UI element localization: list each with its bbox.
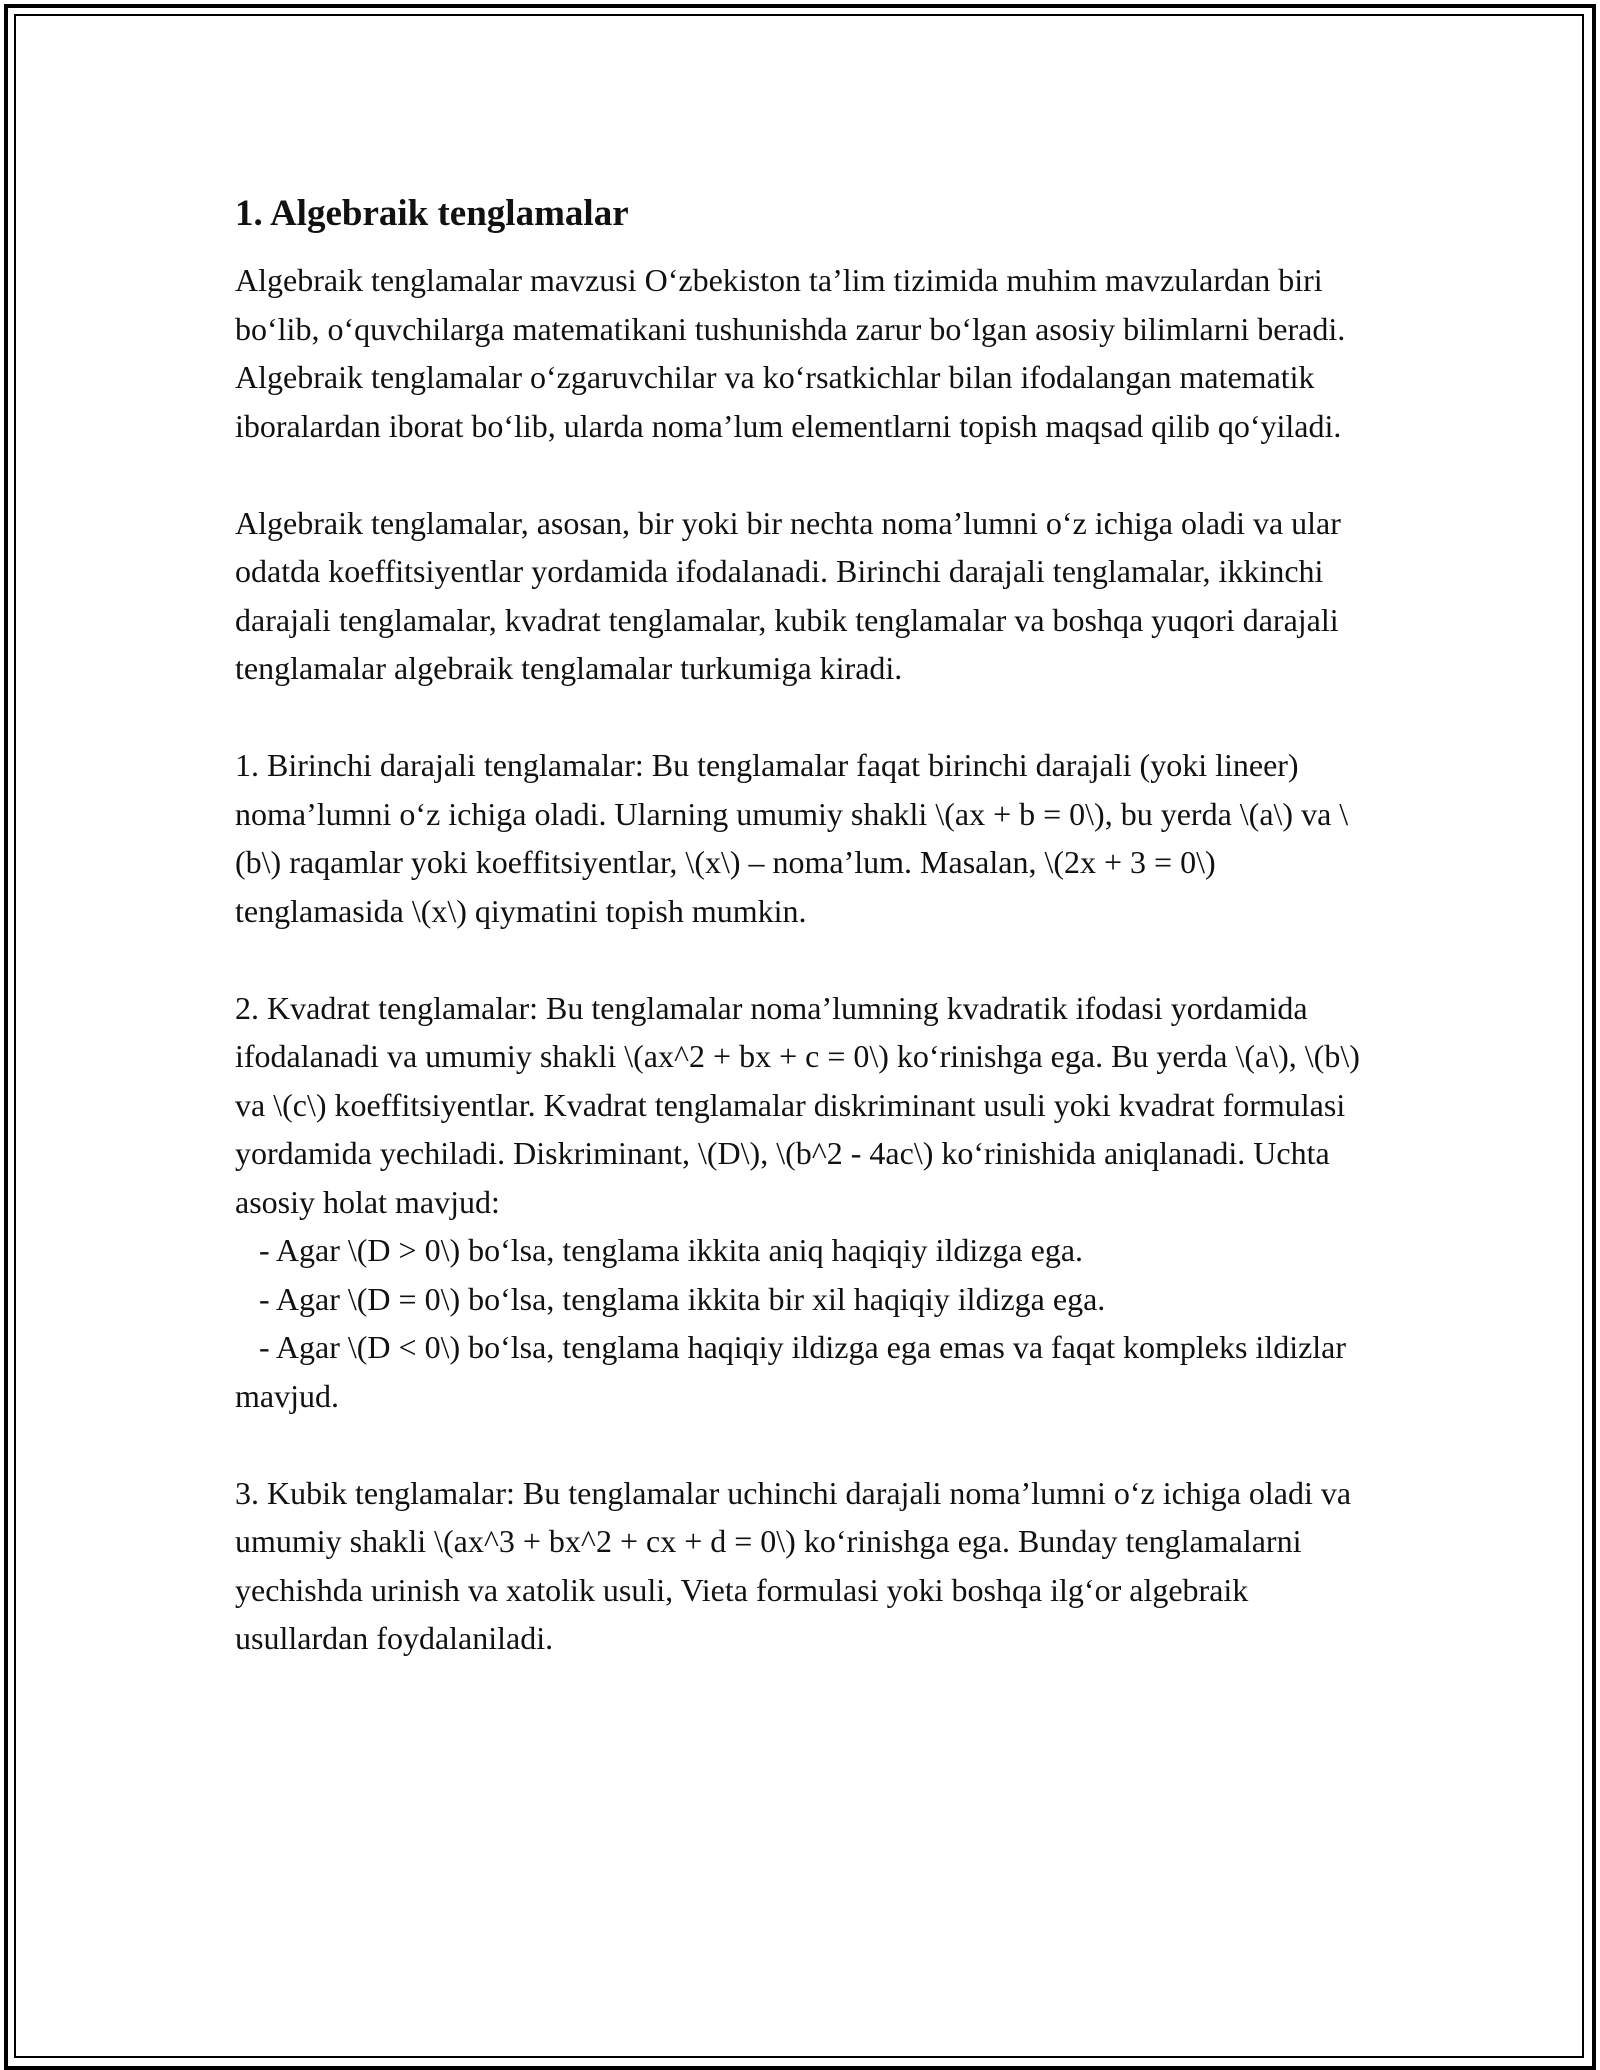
document-body xyxy=(235,188,1365,1711)
section-heading: 1. Algebraik tenglamalar xyxy=(235,193,629,234)
quadratic-case-zero: - Agar \(D = 0\) bo‘lsa, tenglama ikkita bir xil haqiqiy ildizga ega. xyxy=(235,1280,1106,1317)
paragraph-linear-equations: 1. Birinchi darajali tenglamalar: Bu tenglamalar faqat birinchi darajali (yoki lineer) noma’lumni o‘z ichiga oladi. Ularning umumiy shakli \(ax + b = 0\), bu yerda \(a\) va \(b\) raqamlar yoki koeffitsiyentlar, \(x\) – noma’lum. Masalan, \(2x + 3 = 0\) tenglamasida \(x\) qiymatini topish mumkin. xyxy=(235,747,1349,929)
paragraph-intro: Algebraik tenglamalar mavzusi O‘zbekiston ta’lim tizimida muhim mavzulardan biri bo‘lib, o‘quvchilarga matematikani tushunishda zarur bo‘lgan asosiy bilimlarni beradi. Algebraik tenglamalar o‘zgaruvchilar va ko‘rsatkichlar bilan ifodalangan matematik iboralardan iborat bo‘lib, ularda noma’lum elementlarni topish maqsad qilib qo‘yiladi. xyxy=(235,262,1346,444)
quadratic-intro: 2. Kvadrat tenglamalar: Bu tenglamalar noma’lumning kvadratik ifodasi yordamida ifodalanadi va umumiy shakli \(ax^2 + bx + c = 0\) ko‘rinishga ega. Bu yerda \(a\), \(b\) va \(c\) koeffitsiyentlar. Kvadrat tenglamalar diskriminant usuli yoki kvadrat formulasi yordamida yechiladi. Diskriminant, \(D\), \(b^2 - 4ac\) ko‘rinishida aniqlanadi. Uchta asosiy holat mavjud: xyxy=(235,989,1360,1220)
quadratic-case-positive: - Agar \(D > 0\) bo‘lsa, tenglama ikkita aniq haqiqiy ildizga ega. xyxy=(235,1232,1084,1268)
paragraph-quadratic-equations xyxy=(235,984,1365,1421)
quadratic-case-negative: - Agar \(D < 0\) bo‘lsa, tenglama haqiqiy ildizga ega emas va faqat kompleks ildizlar mavjud. xyxy=(235,1329,1355,1414)
paragraph-overview: Algebraik tenglamalar, asosan, bir yoki bir nechta noma’lumni o‘z ichiga oladi va ular odatda koeffitsiyentlar yordamida ifodalanadi. Birinchi darajali tenglamalar, ikkinchi darajali tenglamalar, kvadrat tenglamalar, kubik tenglamalar va boshqa yuqori darajali tenglamalar algebraik tenglamalar turkumiga kiradi. xyxy=(235,504,1341,686)
paragraph-cubic-equations: 3. Kubik tenglamalar: Bu tenglamalar uchinchi darajali noma’lumni o‘z ichiga oladi va umumiy shakli \(ax^3 + bx^2 + cx + d = 0\) ko‘rinishga ega. Bunday tenglamalarni yechishda urinish va xatolik usuli, Vieta formulasi yoki boshqa ilg‘or algebraik usullardan foydalaniladi. xyxy=(235,1474,1352,1656)
